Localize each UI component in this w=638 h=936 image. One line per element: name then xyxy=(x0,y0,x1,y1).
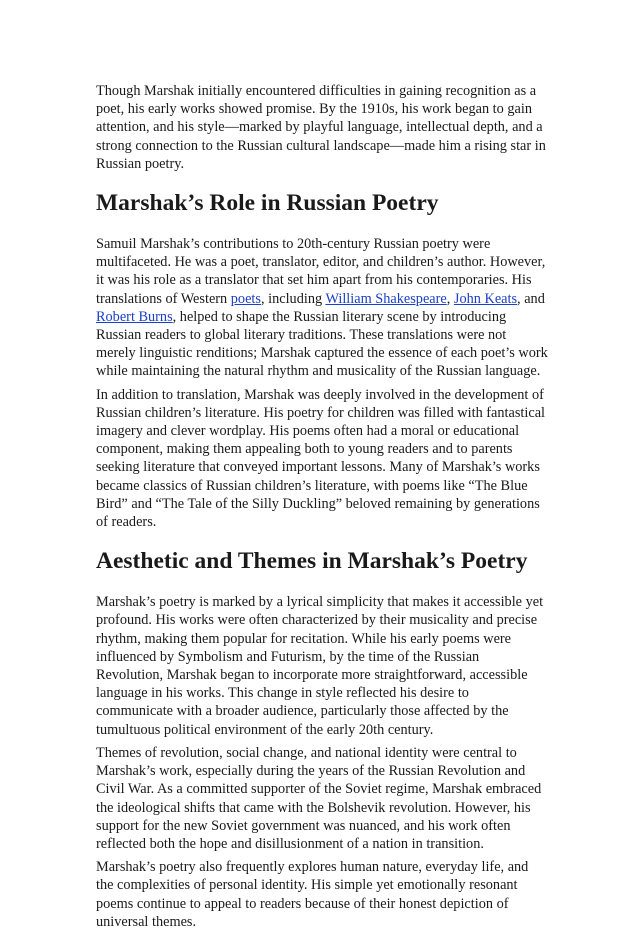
link-john-keats[interactable]: John Keats xyxy=(453,290,518,307)
aesthetic-paragraph-1: Marshak’s poetry is marked by a lyrical simplicity that makes it accessible yet profound. His works were often characterized by their musicality and precise rhythm, making them popular for recitation. While his early poems were influenced by Symbolism and Futurism, by the time of the Russian Revolution, Marshak began to incorporate more straightforward, accessible language in his works. This change in style reflected his desire to communicate with a broader audience, particularly those affected by the tumultuous political environment of the early 20th century. xyxy=(96,594,544,738)
intro-paragraph: Though Marshak initially encountered difficulties in gaining recognition as a poet, his early works showed promise. By the 1910s, his work began to gain attention, and his style—marked by playful language, intellectual depth, and a strong connection to the Russian cultural landscape—made him a rising star in Russian poetry. xyxy=(96,83,546,172)
heading-role-in-russian-poetry: Marshak’s Role in Russian Poetry xyxy=(96,190,439,217)
heading-aesthetic-and-themes: Aesthetic and Themes in Marshak’s Poetry xyxy=(96,548,528,575)
role-p1-text-1: Samuil Marshak’s contributions to 20th-century Russian poetry were multifaceted. He was a poet, translator, editor, and children’s author. However, it was his role as a translator that set him apart from his contemporaries. His translations of Western xyxy=(96,236,546,307)
role-p1-text-3: , helped to shape the Russian literary scene by introducing Russian readers to global literary traditions. These translations were not merely linguistic renditions; Marshak captured the essence of each poet’s work while maintaining the natural rhythm and musicality of the Russian language. xyxy=(96,308,548,380)
link-poets[interactable]: poets xyxy=(230,290,261,307)
document-page xyxy=(96,82,548,936)
role-p1-sep-2: , and xyxy=(517,290,545,307)
role-paragraph-2: In addition to translation, Marshak was deeply involved in the development of Russian children’s literature. His poetry for children was filled with fantastical imagery and clever wordplay. His poems often had a moral or educational component, making them appealing both to young readers and to parents seeking literature that conveyed important lessons. Many of Marshak’s works became classics of Russian children’s literature, with poems like “The Blue Bird” and “The Tale of the Silly Duckling” beloved remaining by generations of readers. xyxy=(96,386,546,531)
aesthetic-paragraph-3: Marshak’s poetry also frequently explores human nature, everyday life, and the complexities of personal identity. His simple yet emotionally resonant poems continue to appeal to readers because of their honest depiction of universal themes. xyxy=(96,859,529,930)
aesthetic-paragraph-2: Themes of revolution, social change, and national identity were central to Marshak’s work, especially during the years of the Russian Revolution and Civil War. As a committed supporter of the Soviet regime, Marshak embraced the ideological shifts that came with the Bolshevik revolution. However, his support for the new Soviet government was nuanced, and his work often reflected both the hope and disillusionment of a nation in transition. xyxy=(96,744,542,852)
role-p1-sep-1: , xyxy=(446,290,454,307)
role-p1-text-2: , including xyxy=(260,290,326,307)
link-robert-burns[interactable]: Robert Burns xyxy=(96,308,173,325)
link-william-shakespeare[interactable]: William Shakespeare xyxy=(325,290,447,307)
role-paragraph-1 xyxy=(96,235,548,381)
